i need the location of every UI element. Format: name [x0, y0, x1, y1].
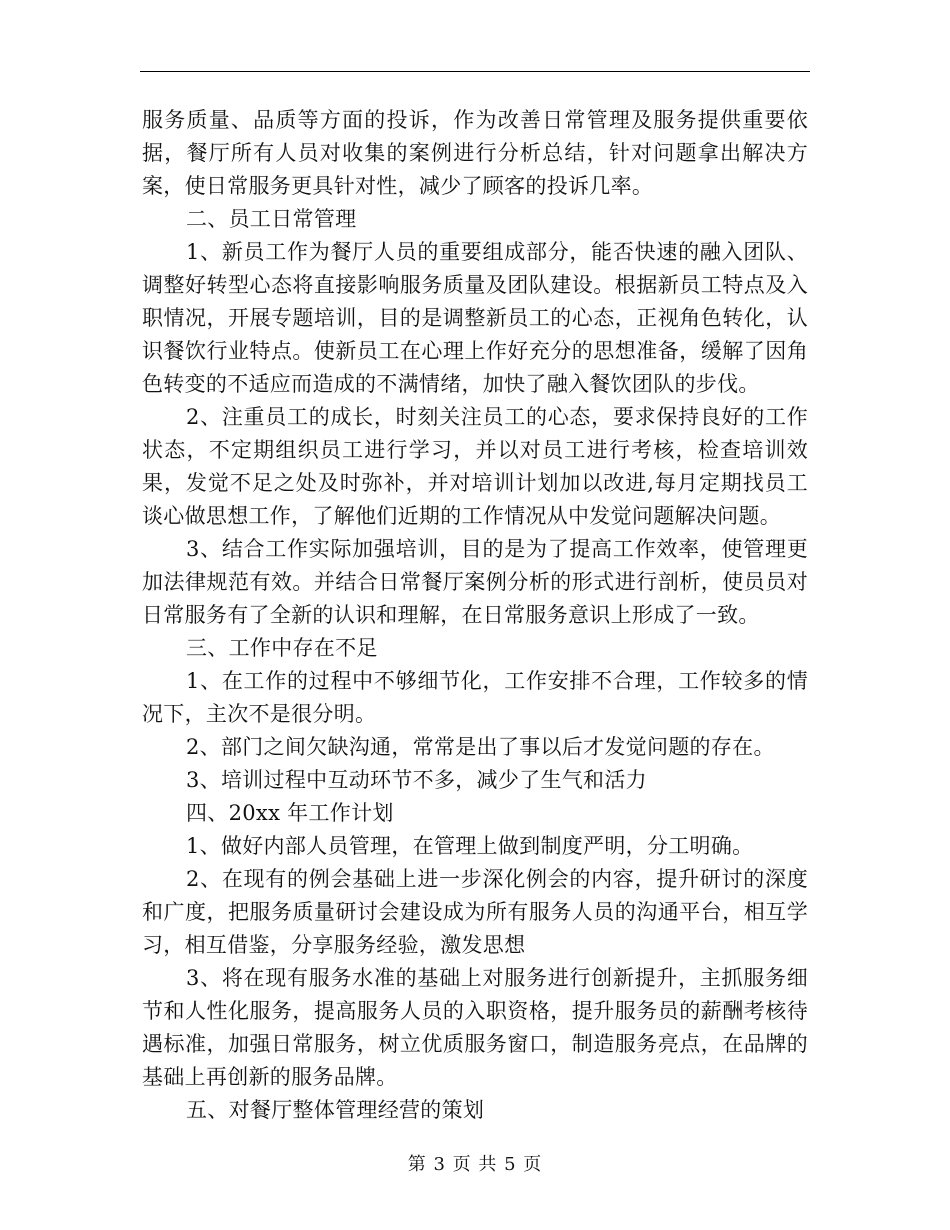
section-heading-10: 四、20xx 年工作计划 [186, 801, 394, 825]
section-heading-14: 五、对餐厅整体管理经营的策划 [186, 1098, 485, 1122]
section-heading-6: 三、工作中存在不足 [186, 636, 378, 660]
document-body [142, 104, 808, 1127]
paragraph-3: 1、新员工作为餐厅人员的重要组成部分，能否快速的融入团队、调整好转型心态将直接影响服务质量及团队建设。根据新员工特点及入职情况，开展专题培训，目的是调整新员工的心态，正视角色转化，认识餐饮行业特点。使新员工在心理上作好充分的思想准备，缓解了因角色转变的不适应而造成的不满情绪，加快了融入餐饮团队的步伐。 [142, 240, 808, 396]
paragraph-5: 3、结合工作实际加强培训，目的是为了提高工作效率，使管理更加法律规范有效。并结合日常餐厅案例分析的形式进行剖析，使员员对日常服务有了全新的认识和理解，在日常服务意识上形成了一致。 [142, 537, 808, 627]
header-rule [140, 71, 810, 72]
paragraph-1: 服务质量、品质等方面的投诉，作为改善日常管理及服务提供重要依据，餐厅所有人员对收集的案例进行分析总结，针对问题拿出解决方案，使日常服务更具针对性，减少了顾客的投诉几率。 [142, 108, 808, 198]
paragraph-7: 1、在工作的过程中不够细节化，工作安排不合理，工作较多的情况下，主次不是很分明。 [142, 669, 808, 726]
section-heading-2: 二、员工日常管理 [186, 207, 357, 231]
paragraph-13: 3、将在现有服务水准的基础上对服务进行创新提升，主抓服务细节和人性化服务，提高服务人员的入职资格，提升服务员的薪酬考核待遇标准，加强日常服务，树立优质服务窗口，制造服务亮点，在品牌的基础上再创新的服务品牌。 [142, 966, 808, 1089]
paragraph-4: 2、注重员工的成长，时刻关注员工的心态，要求保持良好的工作状态，不定期组织员工进行学习，并以对员工进行考核，检查培训效果，发觉不足之处及时弥补，并对培训计划加以改进,每月定期找员工谈心做思想工作，了解他们近期的工作情况从中发觉问题解决问题。 [142, 405, 808, 528]
paragraph-11: 1、做好内部人员管理，在管理上做到制度严明，分工明确。 [186, 834, 754, 858]
paragraph-12: 2、在现有的例会基础上进一步深化例会的内容，提升研讨的深度和广度，把服务质量研讨会建设成为所有服务人员的沟通平台，相互学习，相互借鉴，分享服务经验，激发思想 [142, 867, 808, 957]
paragraph-9: 3、培训过程中互动环节不多，减少了生气和活力 [186, 768, 647, 792]
paragraph-8: 2、部门之间欠缺沟通，常常是出了事以后才发觉问题的存在。 [186, 735, 775, 759]
page-footer: 第 3 页 共 5 页 [407, 1154, 543, 1175]
